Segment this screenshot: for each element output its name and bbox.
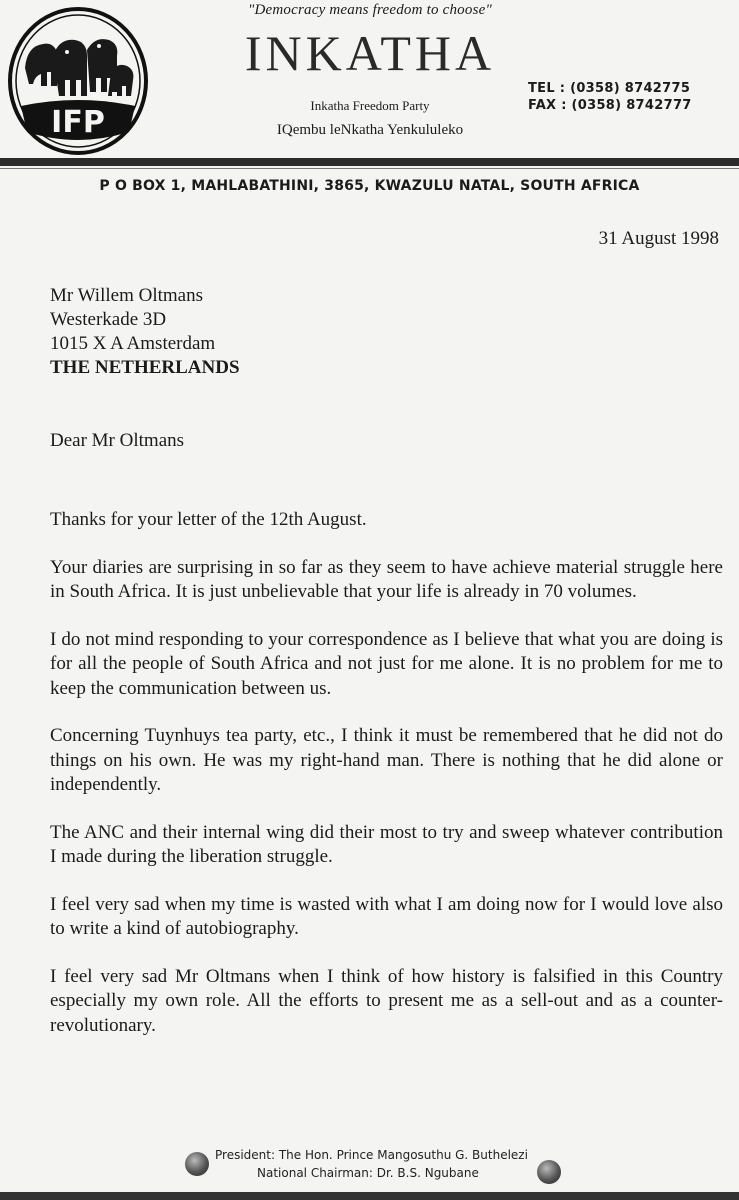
recipient-address <box>50 284 240 380</box>
recipient-country: THE NETHERLANDS <box>50 357 240 378</box>
party-motto: "Democracy means freedom to choose" <box>248 2 492 18</box>
footer-president: President: The Hon. Prince Mangosuthu G. Buthelezi <box>215 1148 528 1162</box>
paragraph: The ANC and their internal wing did their most to try and sweep whatever contribution I made during the liberation struggle. <box>50 821 723 867</box>
logo-text: IFP <box>51 105 105 140</box>
postal-address: P O BOX 1, MAHLABATHINI, 3865, KWAZULU NATAL, SOUTH AFRICA <box>99 178 640 194</box>
seal-icon <box>537 1160 561 1184</box>
footer-rule <box>0 1192 739 1200</box>
recipient-name: Mr Willem Oltmans <box>50 285 203 306</box>
paragraph: Your diaries are surprising in so far as they seem to have achieve material struggle here in South Africa. It is just unbelievable that your life is already in 70 volumes. <box>50 556 723 602</box>
salutation: Dear Mr Oltmans <box>50 430 185 451</box>
letter-footer <box>185 1146 565 1186</box>
paragraph: I feel very sad when my time is wasted with what I am doing now for I would love also to write a kind of autobiography. <box>50 893 723 939</box>
paragraph: Concerning Tuynhuys tea party, etc., I think it must be remembered that he did not do things on his own. He was my right-hand man. There is nothing that he did alone or independently. <box>50 725 723 795</box>
recipient-street: Westerkade 3D <box>50 309 167 330</box>
fax: FAX : (0358) 8742777 <box>528 98 692 113</box>
paragraph: I feel very sad Mr Oltmans when I think of how history is falsified in this Country especially my own role. All the efforts to present me as a sell-out and as a counter-revolutionary. <box>50 965 723 1036</box>
header-rule-thin <box>0 168 739 169</box>
paragraph: I do not mind responding to your correspondence as I believe that what you are doing is for all the people of South Africa and not just for me alone. It is no problem for me to keep the communication between us. <box>50 628 723 699</box>
recipient-city: 1015 X A Amsterdam <box>50 333 216 354</box>
header-rule <box>0 158 739 166</box>
org-name: INKATHA <box>244 25 496 81</box>
seal-icon <box>185 1152 209 1176</box>
org-subtitle: Inkatha Freedom Party <box>310 98 430 113</box>
ifp-logo-icon <box>7 6 149 156</box>
letter-body <box>50 508 723 1061</box>
contact-block <box>528 80 736 114</box>
telephone: TEL : (0358) 8742775 <box>528 81 691 96</box>
letter-date: 31 August 1998 <box>598 228 719 249</box>
paragraph: Thanks for your letter of the 12th August. <box>50 509 367 530</box>
org-zulu-name: IQembu leNkatha Yenkululeko <box>276 122 464 138</box>
footer-chairman: National Chairman: Dr. B.S. Ngubane <box>257 1166 479 1180</box>
